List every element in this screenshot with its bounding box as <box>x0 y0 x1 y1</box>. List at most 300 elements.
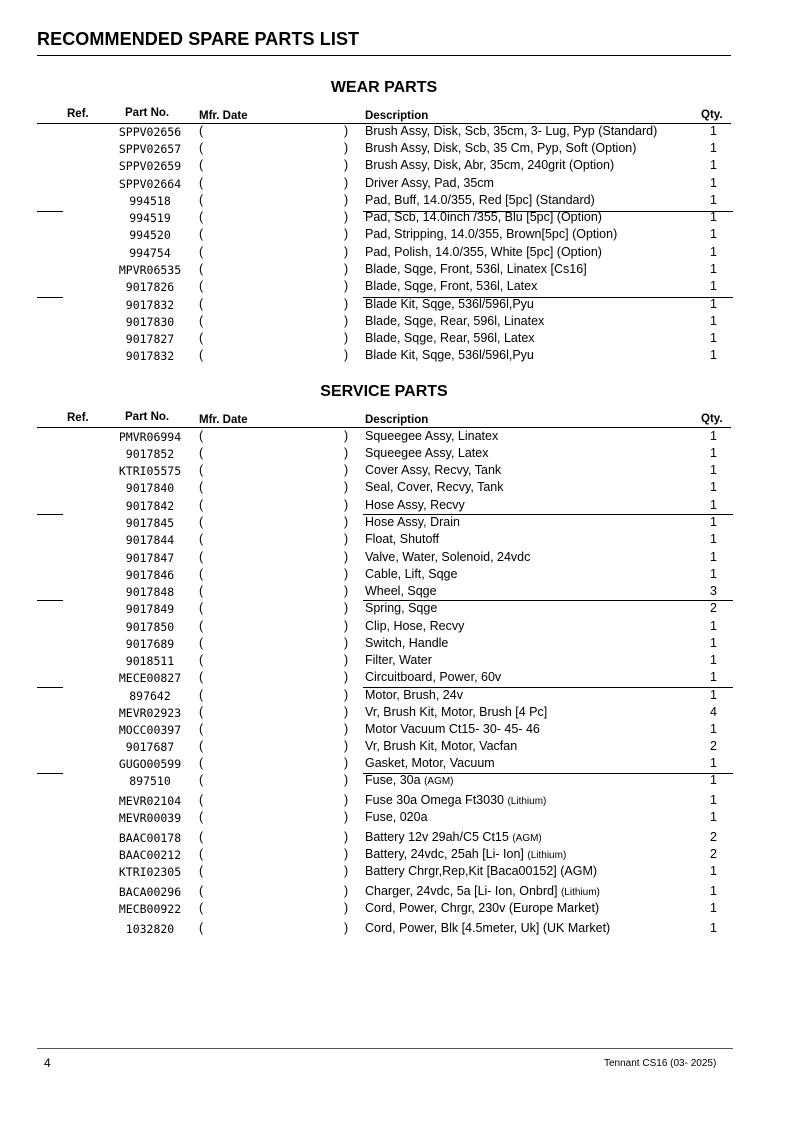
part-number: MEVR02104 <box>118 794 182 808</box>
quantity: 1 <box>710 567 717 581</box>
group-divider-left <box>37 600 63 601</box>
description <box>365 480 504 494</box>
description <box>365 921 610 935</box>
table-row <box>0 921 793 938</box>
mfr-date-close: ) <box>344 567 349 581</box>
mfr-date-open: ( <box>199 141 204 155</box>
table-row <box>0 793 793 810</box>
part-number: MEVR00039 <box>118 811 182 825</box>
mfr-date-close: ) <box>344 348 349 362</box>
description <box>365 262 587 276</box>
mfr-date-open: ( <box>199 756 204 770</box>
quantity: 1 <box>710 722 717 736</box>
mfr-date-close: ) <box>344 847 349 861</box>
description-text: Fuse, 30a <box>365 773 421 787</box>
table-row <box>0 619 793 636</box>
table-row <box>0 515 793 532</box>
part-number: 1032820 <box>125 922 175 936</box>
quantity: 1 <box>710 446 717 460</box>
table-row <box>0 532 793 549</box>
part-number: MPVR06535 <box>118 263 182 277</box>
service-col-ref: Ref. <box>67 412 89 424</box>
mfr-date-open: ( <box>199 601 204 615</box>
quantity: 1 <box>710 158 717 172</box>
description <box>365 515 460 529</box>
mfr-date-open: ( <box>199 227 204 241</box>
table-row <box>0 636 793 653</box>
table-row <box>0 124 793 141</box>
description <box>365 901 599 915</box>
table-row <box>0 498 793 515</box>
mfr-date-close: ) <box>344 331 349 345</box>
mfr-date-open: ( <box>199 314 204 328</box>
table-row <box>0 193 793 210</box>
mfr-date-close: ) <box>344 601 349 615</box>
group-divider-right <box>363 297 733 298</box>
part-number: 994754 <box>129 246 171 260</box>
description <box>365 739 517 753</box>
quantity: 1 <box>710 901 717 915</box>
table-row <box>0 429 793 446</box>
description-text: Float, Shutoff <box>365 532 440 546</box>
quantity: 1 <box>710 864 717 878</box>
description-text: Blade Kit, Sqge, 536l/596l,Pyu <box>365 297 534 311</box>
quantity: 2 <box>710 847 717 861</box>
mfr-date-close: ) <box>344 193 349 207</box>
description-text: Hose Assy, Drain <box>365 515 460 529</box>
description-text: Wheel, Sqge <box>365 584 437 598</box>
description <box>365 793 546 807</box>
description <box>365 884 600 898</box>
mfr-date-close: ) <box>344 314 349 328</box>
quantity: 1 <box>710 348 717 362</box>
part-number: 9017827 <box>125 332 175 346</box>
mfr-date-close: ) <box>344 446 349 460</box>
mfr-date-open: ( <box>199 847 204 861</box>
wear-col-part-no: Part No. <box>125 107 170 119</box>
table-row <box>0 653 793 670</box>
part-number: 9017850 <box>125 620 175 634</box>
quantity: 1 <box>710 210 717 224</box>
mfr-date-close: ) <box>344 793 349 807</box>
group-divider-right <box>363 514 733 515</box>
description <box>365 550 530 564</box>
quantity: 2 <box>710 739 717 753</box>
mfr-date-close: ) <box>344 124 349 138</box>
description-text: Cord, Power, Blk [4.5meter, Uk] (UK Market) <box>365 921 611 935</box>
mfr-date-open: ( <box>199 864 204 878</box>
description <box>365 279 537 293</box>
description-text: Vr, Brush Kit, Motor, Vacfan <box>365 739 518 753</box>
mfr-date-close: ) <box>344 653 349 667</box>
description-text: Motor, Brush, 24v <box>365 688 463 702</box>
table-row <box>0 210 793 227</box>
description-text: Cover Assy, Recvy, Tank <box>365 463 502 477</box>
mfr-date-close: ) <box>344 921 349 935</box>
description-text: Pad, Scb, 14.0inch /355, Blu [5pc] (Option) <box>365 210 602 224</box>
mfr-date-open: ( <box>199 279 204 293</box>
table-row <box>0 705 793 722</box>
mfr-date-open: ( <box>199 739 204 753</box>
part-number: KTRI02305 <box>118 865 182 879</box>
wear-col-qty: Qty. <box>701 109 723 121</box>
service-parts-heading: SERVICE PARTS <box>320 383 448 400</box>
part-number: 9017830 <box>125 315 175 329</box>
part-number: 9017842 <box>125 499 175 513</box>
description-text: Pad, Polish, 14.0/355, White [5pc] (Option) <box>365 245 602 259</box>
description <box>365 498 465 512</box>
description-text: Vr, Brush Kit, Motor, Brush [4 Pc] <box>365 705 548 719</box>
mfr-date-close: ) <box>344 297 349 311</box>
mfr-date-open: ( <box>199 921 204 935</box>
quantity: 1 <box>710 498 717 512</box>
description <box>365 141 636 155</box>
mfr-date-open: ( <box>199 245 204 259</box>
mfr-date-close: ) <box>344 901 349 915</box>
description-text: Battery 12v 29ah/C5 Ct15 <box>365 830 509 844</box>
description-text: Brush Assy, Disk, Scb, 35 Cm, Pyp, Soft (Option) <box>365 141 637 155</box>
description-text: Charger, 24vdc, 5a [Li- Ion, Onbrd] <box>365 884 558 898</box>
part-number: MOCC00397 <box>118 723 182 737</box>
description <box>365 619 464 633</box>
service-col-qty: Qty. <box>701 413 723 425</box>
part-number: 9017848 <box>125 585 175 599</box>
wear-parts-heading: WEAR PARTS <box>330 79 438 96</box>
description-text: Driver Assy, Pad, 35cm <box>365 176 494 190</box>
group-divider-right <box>363 600 733 601</box>
mfr-date-open: ( <box>199 810 204 824</box>
quantity: 1 <box>710 532 717 546</box>
table-row <box>0 176 793 193</box>
description-text: Blade, Sqge, Front, 536l, Latex <box>365 279 538 293</box>
part-number: 9017840 <box>125 481 175 495</box>
quantity: 1 <box>710 670 717 684</box>
part-number: 9017849 <box>125 602 175 616</box>
mfr-date-close: ) <box>344 550 349 564</box>
description-text: Gasket, Motor, Vacuum <box>365 756 495 770</box>
mfr-date-close: ) <box>344 262 349 276</box>
description-text: Cord, Power, Chrgr, 230v (Europe Market) <box>365 901 600 915</box>
service-header-rule <box>37 427 731 428</box>
quantity: 1 <box>710 810 717 824</box>
description <box>365 705 547 719</box>
page-number: 4 <box>44 1056 51 1070</box>
table-row <box>0 463 793 480</box>
table-row <box>0 670 793 687</box>
description <box>365 463 501 477</box>
quantity: 1 <box>710 463 717 477</box>
mfr-date-open: ( <box>199 429 204 443</box>
description-text: Fuse 30a Omega Ft3030 <box>365 793 504 807</box>
description-text: Switch, Handle <box>365 636 449 650</box>
description-text: Seal, Cover, Recvy, Tank <box>365 480 504 494</box>
description <box>365 176 494 190</box>
description-text: Blade, Sqge, Front, 536l, Linatex [Cs16] <box>365 262 587 276</box>
description <box>365 670 501 684</box>
quantity: 1 <box>710 550 717 564</box>
table-row <box>0 901 793 918</box>
mfr-date-open: ( <box>199 636 204 650</box>
mfr-date-close: ) <box>344 864 349 878</box>
mfr-date-close: ) <box>344 688 349 702</box>
quantity: 1 <box>710 688 717 702</box>
description-text: Squeegee Assy, Latex <box>365 446 489 460</box>
description-text: Battery Chrgr,Rep,Kit [Baca00152] (AGM) <box>365 864 598 878</box>
mfr-date-close: ) <box>344 810 349 824</box>
group-divider-left <box>37 514 63 515</box>
part-number: 9017845 <box>125 516 175 530</box>
description-text: Cable, Lift, Sqge <box>365 567 458 581</box>
group-divider-left <box>37 687 63 688</box>
part-number: 9017826 <box>125 280 175 294</box>
quantity: 3 <box>710 584 717 598</box>
table-row <box>0 245 793 262</box>
description <box>365 864 597 878</box>
quantity: 1 <box>710 262 717 276</box>
wear-col-description: Description <box>365 110 429 122</box>
description <box>365 653 432 667</box>
quantity: 4 <box>710 705 717 719</box>
part-number: MECE00827 <box>118 671 182 685</box>
part-number: SPPV02659 <box>118 159 182 173</box>
mfr-date-open: ( <box>199 793 204 807</box>
mfr-date-close: ) <box>344 636 349 650</box>
mfr-date-open: ( <box>199 446 204 460</box>
mfr-date-open: ( <box>199 210 204 224</box>
mfr-date-open: ( <box>199 532 204 546</box>
description <box>365 532 439 546</box>
part-number: 9017846 <box>125 568 175 582</box>
table-row <box>0 158 793 175</box>
table-row <box>0 567 793 584</box>
part-number: 994519 <box>129 211 171 225</box>
part-number: 9017832 <box>125 349 175 363</box>
mfr-date-close: ) <box>344 463 349 477</box>
quantity: 1 <box>710 480 717 494</box>
mfr-date-close: ) <box>344 773 349 787</box>
service-col-part-no: Part No. <box>125 411 170 423</box>
wear-col-mfr-date: Mfr. Date <box>199 110 248 122</box>
description <box>365 210 602 224</box>
mfr-date-open: ( <box>199 463 204 477</box>
part-number: 9017687 <box>125 740 175 754</box>
table-row <box>0 262 793 279</box>
part-number: SPPV02656 <box>118 125 182 139</box>
description <box>365 756 495 770</box>
part-number: 897510 <box>129 774 171 788</box>
quantity: 2 <box>710 830 717 844</box>
title-rule <box>37 55 731 56</box>
part-number: BAAC00212 <box>118 848 182 862</box>
table-row <box>0 331 793 348</box>
mfr-date-open: ( <box>199 619 204 633</box>
part-number: MECB00922 <box>118 902 182 916</box>
mfr-date-close: ) <box>344 756 349 770</box>
quantity: 1 <box>710 884 717 898</box>
description-text: Battery, 24vdc, 25ah [Li- Ion] <box>365 847 524 861</box>
mfr-date-open: ( <box>199 722 204 736</box>
table-row <box>0 756 793 773</box>
description-text: Valve, Water, Solenoid, 24vdc <box>365 550 531 564</box>
description-text: Blade, Sqge, Rear, 596l, Linatex <box>365 314 545 328</box>
quantity: 1 <box>710 636 717 650</box>
mfr-date-open: ( <box>199 348 204 362</box>
mfr-date-open: ( <box>199 297 204 311</box>
quantity: 1 <box>710 653 717 667</box>
group-divider-right <box>363 687 733 688</box>
mfr-date-open: ( <box>199 550 204 564</box>
part-number: 897642 <box>129 689 171 703</box>
quantity: 1 <box>710 176 717 190</box>
quantity: 1 <box>710 619 717 633</box>
mfr-date-close: ) <box>344 584 349 598</box>
description <box>365 245 602 259</box>
quantity: 1 <box>710 314 717 328</box>
group-divider-right <box>363 211 733 212</box>
table-row <box>0 739 793 756</box>
mfr-date-open: ( <box>199 480 204 494</box>
part-number: 9018511 <box>125 654 175 668</box>
mfr-date-close: ) <box>344 141 349 155</box>
description <box>365 446 488 460</box>
description-text: Squeegee Assy, Linatex <box>365 429 499 443</box>
mfr-date-open: ( <box>199 670 204 684</box>
description <box>365 314 544 328</box>
quantity: 2 <box>710 601 717 615</box>
mfr-date-open: ( <box>199 773 204 787</box>
table-row <box>0 884 793 901</box>
table-row <box>0 773 793 790</box>
mfr-date-open: ( <box>199 262 204 276</box>
table-row <box>0 348 793 365</box>
part-number: BAAC00178 <box>118 831 182 845</box>
table-row <box>0 446 793 463</box>
mfr-date-open: ( <box>199 830 204 844</box>
mfr-date-close: ) <box>344 245 349 259</box>
description-text: Fuse, 020a <box>365 810 428 824</box>
quantity: 1 <box>710 227 717 241</box>
description-note: (AGM) <box>512 833 542 844</box>
part-number: 994520 <box>129 228 171 242</box>
description <box>365 124 657 138</box>
table-row <box>0 584 793 601</box>
mfr-date-close: ) <box>344 498 349 512</box>
mfr-date-close: ) <box>344 176 349 190</box>
mfr-date-open: ( <box>199 567 204 581</box>
mfr-date-close: ) <box>344 830 349 844</box>
group-divider-left <box>37 211 63 212</box>
quantity: 1 <box>710 921 717 935</box>
description <box>365 297 534 311</box>
mfr-date-close: ) <box>344 515 349 529</box>
part-number: PMVR06994 <box>118 430 182 444</box>
part-number: 9017852 <box>125 447 175 461</box>
table-row <box>0 847 793 864</box>
quantity: 1 <box>710 331 717 345</box>
mfr-date-open: ( <box>199 515 204 529</box>
description-text: Circuitboard, Power, 60v <box>365 670 502 684</box>
description-note: (Lithium) <box>507 796 547 807</box>
description <box>365 722 540 736</box>
description <box>365 584 437 598</box>
part-number: 9017689 <box>125 637 175 651</box>
description <box>365 830 542 844</box>
mfr-date-close: ) <box>344 532 349 546</box>
description-text: Hose Assy, Recvy <box>365 498 465 512</box>
mfr-date-close: ) <box>344 227 349 241</box>
table-row <box>0 810 793 827</box>
quantity: 1 <box>710 245 717 259</box>
quantity: 1 <box>710 773 717 787</box>
wear-col-ref: Ref. <box>67 108 89 120</box>
mfr-date-close: ) <box>344 705 349 719</box>
description <box>365 636 448 650</box>
description <box>365 601 437 615</box>
description <box>365 773 454 787</box>
group-divider-left <box>37 297 63 298</box>
table-row <box>0 601 793 618</box>
part-number: 9017832 <box>125 298 175 312</box>
description-text: Pad, Stripping, 14.0/355, Brown[5pc] (Option) <box>365 227 618 241</box>
mfr-date-close: ) <box>344 739 349 753</box>
table-row <box>0 314 793 331</box>
description-note: (Lithium) <box>527 850 567 861</box>
mfr-date-close: ) <box>344 722 349 736</box>
mfr-date-open: ( <box>199 884 204 898</box>
quantity: 1 <box>710 124 717 138</box>
mfr-date-open: ( <box>199 705 204 719</box>
description <box>365 847 566 861</box>
part-number: MEVR02923 <box>118 706 182 720</box>
mfr-date-open: ( <box>199 498 204 512</box>
description <box>365 348 534 362</box>
description-text: Brush Assy, Disk, Scb, 35cm, 3- Lug, Pyp (Standard) <box>365 124 658 138</box>
description-text: Blade Kit, Sqge, 536l/596l,Pyu <box>365 348 534 362</box>
mfr-date-open: ( <box>199 176 204 190</box>
description-text: Filter, Water <box>365 653 432 667</box>
description-text: Clip, Hose, Recvy <box>365 619 465 633</box>
quantity: 1 <box>710 297 717 311</box>
description <box>365 331 535 345</box>
part-number: 994518 <box>129 194 171 208</box>
mfr-date-open: ( <box>199 901 204 915</box>
quantity: 1 <box>710 429 717 443</box>
description <box>365 688 463 702</box>
quantity: 1 <box>710 793 717 807</box>
table-row <box>0 227 793 244</box>
mfr-date-open: ( <box>199 158 204 172</box>
description-note: (Lithium) <box>560 887 600 898</box>
mfr-date-close: ) <box>344 480 349 494</box>
description-text: Spring, Sqge <box>365 601 438 615</box>
part-number: KTRI05575 <box>118 464 182 478</box>
description <box>365 567 457 581</box>
mfr-date-open: ( <box>199 193 204 207</box>
part-number: GUGO00599 <box>118 757 182 771</box>
mfr-date-open: ( <box>199 653 204 667</box>
table-row <box>0 141 793 158</box>
mfr-date-close: ) <box>344 884 349 898</box>
description-text: Brush Assy, Disk, Abr, 35cm, 240grit (Option) <box>365 158 615 172</box>
group-divider-right <box>363 773 733 774</box>
part-number: 9017844 <box>125 533 175 547</box>
mfr-date-close: ) <box>344 429 349 443</box>
part-number: SPPV02664 <box>118 177 182 191</box>
description-text: Blade, Sqge, Rear, 596l, Latex <box>365 331 535 345</box>
quantity: 1 <box>710 193 717 207</box>
mfr-date-close: ) <box>344 210 349 224</box>
description <box>365 810 428 824</box>
